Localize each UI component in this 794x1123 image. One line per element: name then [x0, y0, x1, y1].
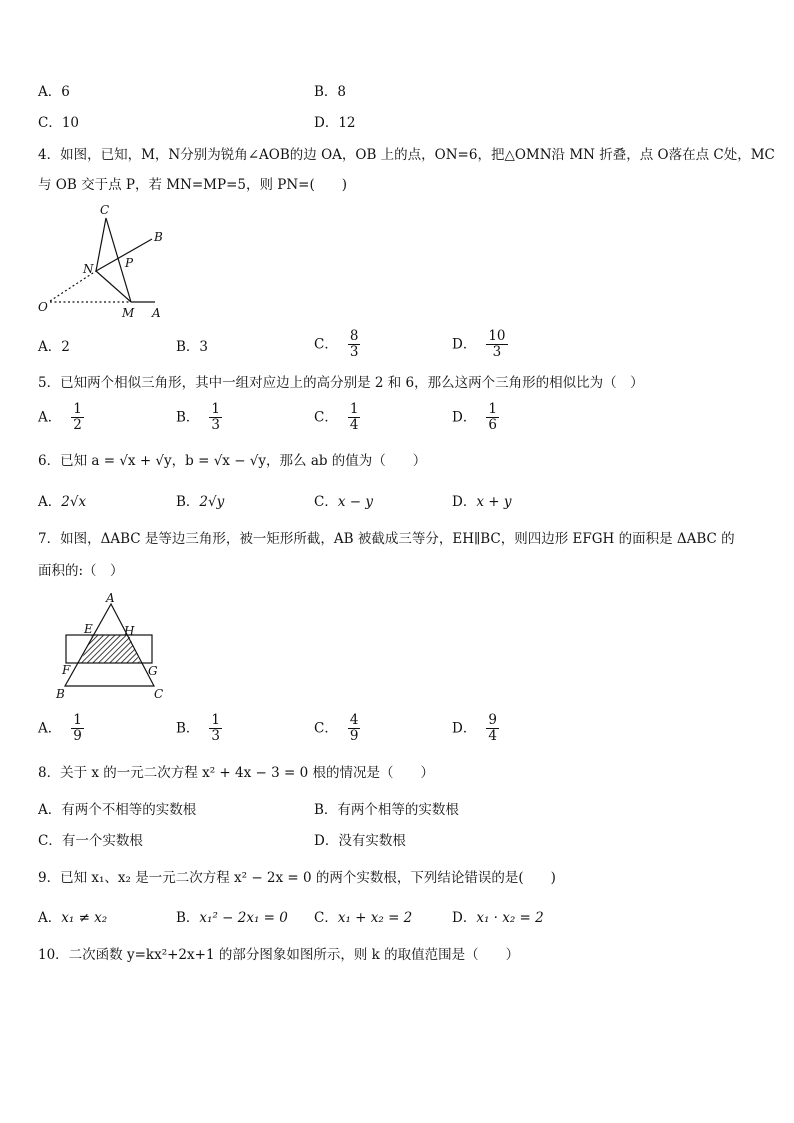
option-letter: B．: [314, 84, 338, 100]
option-text: 2√y: [199, 494, 225, 510]
option-letter: C．: [314, 409, 338, 426]
fraction-numerator: 4: [349, 712, 359, 728]
option-letter: C．: [314, 494, 338, 510]
fraction-denominator: 2: [73, 417, 82, 433]
q5-option-a[interactable]: [38, 402, 84, 433]
q4-stem-line2: 与 OB 交于点 P，若 MN=MP=5，则 PN=( ): [38, 177, 348, 193]
q5-option-b[interactable]: [176, 402, 222, 433]
label-o: O: [38, 300, 48, 314]
option-letter: D．: [452, 910, 477, 926]
label-g: G: [148, 664, 158, 678]
option-letter: A．: [38, 910, 62, 926]
option-text: 2: [61, 339, 70, 355]
fraction: [486, 329, 507, 360]
q4-option-a[interactable]: [38, 338, 70, 356]
q8-option-b[interactable]: [314, 801, 459, 819]
option-letter: C．: [314, 720, 338, 737]
label-b: B: [154, 230, 163, 244]
option-text: 3: [199, 339, 209, 355]
q3-option-b[interactable]: [314, 83, 346, 101]
option-letter: A．: [38, 339, 62, 355]
q8-option-a[interactable]: [38, 801, 196, 819]
fraction-denominator: 4: [349, 417, 359, 433]
q6-option-d[interactable]: [452, 493, 511, 511]
q9-option-d[interactable]: [452, 909, 544, 927]
fraction-numerator: 8: [349, 328, 359, 344]
option-letter: C．: [314, 336, 338, 353]
q6-option-b[interactable]: [176, 493, 224, 511]
fraction-denominator: 9: [73, 728, 82, 744]
option-text: 有两个不相等的实数根: [61, 802, 197, 818]
fraction: [71, 713, 84, 744]
option-letter: B．: [176, 339, 200, 355]
fraction: [348, 402, 361, 433]
option-letter: B．: [176, 910, 200, 926]
fraction-numerator: 1: [488, 401, 497, 417]
option-letter: B．: [314, 802, 338, 818]
fraction-numerator: 9: [488, 712, 497, 728]
label-h: H: [124, 624, 135, 638]
option-letter: C．: [38, 115, 62, 131]
q5-option-c[interactable]: [314, 402, 360, 433]
label-c: C: [100, 203, 110, 217]
label-f: F: [62, 663, 71, 677]
q8-option-c[interactable]: [38, 832, 143, 850]
fraction-denominator: 3: [211, 417, 221, 433]
fraction-numerator: 1: [73, 401, 82, 417]
q8-option-d[interactable]: [314, 832, 406, 850]
fraction-denominator: 6: [488, 417, 497, 433]
label-a: A: [152, 306, 161, 320]
q9-stem: 9．已知 x₁、x₂ 是一元二次方程 x² − 2x = 0 的两个实数根，下列结论错误的是( ): [38, 870, 556, 886]
fraction: [486, 713, 499, 744]
option-text: x₁² − 2x₁ = 0: [199, 910, 288, 926]
option-letter: D．: [452, 720, 477, 737]
q3-option-d[interactable]: [314, 114, 356, 132]
option-letter: D．: [452, 494, 477, 510]
fraction-numerator: 1: [73, 712, 82, 728]
option-text: 8: [337, 84, 347, 100]
fraction: [348, 329, 361, 360]
option-letter: A．: [38, 494, 62, 510]
option-text: x − y: [337, 494, 373, 510]
q8-stem: 8．关于 x 的一元二次方程 x² + 4x − 3 = 0 根的情况是（ ）: [38, 765, 434, 781]
fraction-numerator: 1: [349, 401, 359, 417]
q4-option-c[interactable]: [314, 329, 360, 360]
q6-option-c[interactable]: [314, 493, 373, 511]
q7-triangle-figure: [50, 592, 180, 704]
fraction: [71, 402, 84, 433]
q7-stem-line1: 7．如图，ΔABC 是等边三角形，被一矩形所截，AB 被截成三等分，EH∥BC，则四边形 EFGH 的面积是 ΔABC 的: [38, 531, 735, 547]
q4-stem-line1: 4．如图，已知，M，N分别为锐角∠AOB的边 OA，OB 上的点，ON=6，把△OMN沿 MN 折叠，点 O落在点 C处，MC: [38, 147, 775, 163]
q9-option-b[interactable]: [176, 909, 288, 927]
q4-option-d[interactable]: [452, 329, 508, 360]
option-letter: B．: [176, 409, 200, 426]
option-text: 10: [61, 115, 80, 131]
fraction-numerator: 1: [211, 401, 221, 417]
q4-fold-figure: [30, 198, 180, 323]
q3-option-c[interactable]: [38, 114, 79, 132]
q4-option-b[interactable]: [176, 338, 208, 356]
fraction-denominator: 3: [492, 344, 502, 360]
q10-stem: 10．二次函数 y=kx²+2x+1 的部分图象如图所示，则 k 的取值范围是（ ）: [38, 947, 520, 963]
option-text: 6: [61, 84, 70, 100]
option-letter: D．: [452, 336, 477, 353]
fraction-denominator: 9: [349, 728, 359, 744]
option-letter: D．: [314, 115, 339, 131]
q7-option-d[interactable]: [452, 713, 499, 744]
label-a: A: [106, 592, 115, 605]
fraction: [348, 713, 361, 744]
option-letter: A．: [38, 84, 62, 100]
label-m: M: [122, 306, 135, 320]
option-letter: D．: [314, 833, 339, 849]
fraction-numerator: 1: [211, 712, 221, 728]
option-letter: B．: [176, 494, 200, 510]
q5-option-d[interactable]: [452, 402, 499, 433]
option-text: x₁ · x₂ = 2: [476, 910, 544, 926]
option-letter: D．: [452, 409, 477, 426]
label-c: C: [154, 687, 164, 701]
q7-stem-line2: 面积的:（ ）: [38, 563, 124, 579]
option-text: x₁ + x₂ = 2: [337, 910, 413, 926]
fraction-denominator: 3: [349, 344, 359, 360]
option-letter: A．: [38, 802, 62, 818]
option-letter: A．: [38, 409, 62, 426]
q9-option-c[interactable]: [314, 909, 412, 927]
option-letter: C．: [38, 833, 62, 849]
fraction-denominator: 3: [211, 728, 221, 744]
q5-stem: 5．已知两个相似三角形，其中一组对应边上的高分别是 2 和 6，那么这两个三角形的相似比为（ ）: [38, 375, 644, 391]
fraction: [209, 402, 222, 433]
option-text: 有两个相等的实数根: [337, 802, 459, 818]
option-text: 2√x: [61, 494, 87, 510]
fraction: [486, 402, 499, 433]
option-text: 没有实数根: [338, 833, 406, 849]
option-letter: B．: [176, 720, 200, 737]
option-text: 有一个实数根: [61, 833, 143, 849]
q6-stem: 6．已知 a = √x + √y，b = √x − √y，那么 ab 的值为（ ）: [38, 453, 427, 469]
option-text: x + y: [476, 494, 512, 510]
q3-option-a[interactable]: [38, 83, 70, 101]
label-e: E: [84, 622, 93, 636]
q7-option-a[interactable]: [38, 713, 84, 744]
q7-option-c[interactable]: [314, 713, 360, 744]
option-text: 12: [338, 115, 356, 131]
q9-option-a[interactable]: [38, 909, 107, 927]
label-p: P: [125, 256, 134, 270]
fraction-numerator: 10: [488, 328, 506, 344]
label-n: N: [83, 262, 94, 276]
option-text: x₁ ≠ x₂: [61, 910, 108, 926]
option-letter: C．: [314, 910, 338, 926]
label-b: B: [56, 687, 65, 701]
q6-option-a[interactable]: [38, 493, 86, 511]
q7-option-b[interactable]: [176, 713, 222, 744]
fraction-denominator: 4: [488, 728, 497, 744]
fraction: [209, 713, 222, 744]
option-letter: A．: [38, 720, 62, 737]
